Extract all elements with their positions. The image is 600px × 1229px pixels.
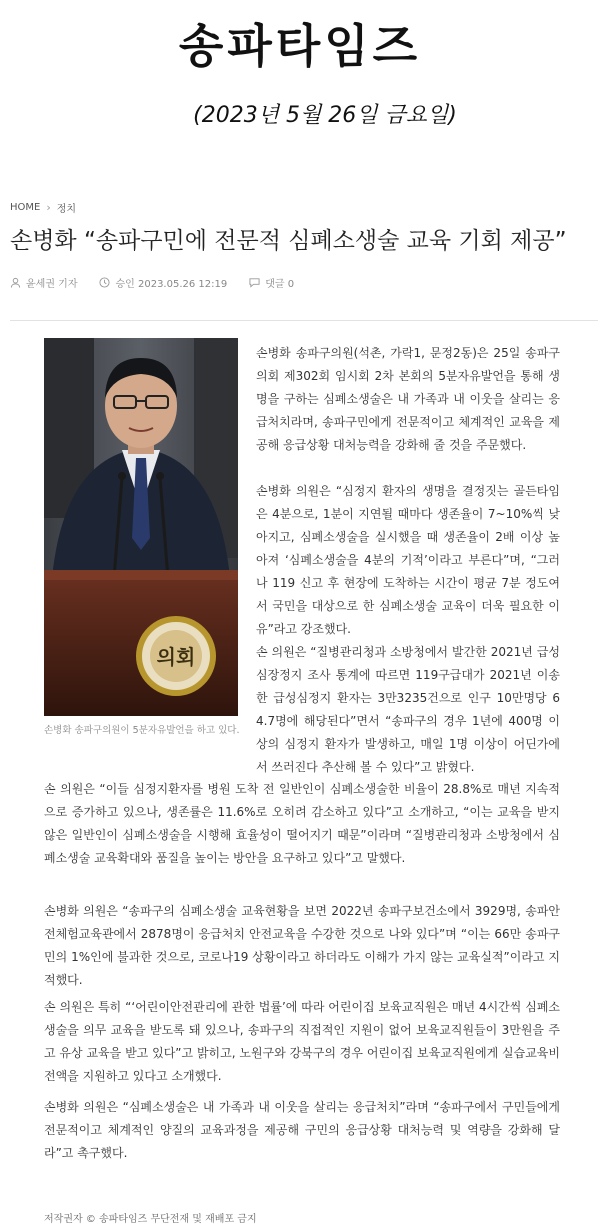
article-paragraph-1: 손병화 송파구의원(석촌, 가락1, 문정2동)은 25일 송파구의회 제302회 임시회 2차 본회의 5분자유발언을 통해 생명을 구하는 심폐소생술은 내 가족과 내 이웃을 살리는 응급처치라며, 송파구민에게 전문적이고 체계적인 교육을 제공해 응급상황 대처능력을 강화해 줄 것을 주문했다. [256, 346, 560, 452]
article-paragraph-7: 손병화 의원은 “심폐소생술은 내 가족과 내 이웃을 살리는 응급처치”라며 “송파구에서 구민들에게 전문적이고 체계적인 양질의 교육과정을 제공해 구민의 응급상황 대처능력 및 역량을 강화해 달라”고 촉구했다. [44, 1100, 560, 1160]
article-title: 손병화 “송파구민에 전문적 심폐소생술 교육 기회 제공” [10, 228, 567, 254]
photo-illustration [44, 338, 238, 716]
breadcrumb [10, 200, 76, 215]
photo-caption: 손병화 송파구의원이 5분자유발언을 하고 있다. [44, 725, 240, 736]
copyright-footer: 저작권자 © 송파타임즈 무단전재 및 재배포 금지 [44, 1214, 257, 1225]
comments-link[interactable] [249, 275, 294, 290]
divider [10, 320, 598, 321]
article-paragraph-3: 손 의원은 “질병관리청과 소방청에서 발간한 2021년 급성심장정지 조사 통계에 따르면 119구급대가 2021년 이송한 급성심정지 환자는 3만3235건으로 인구 10만명당 64.7명에 해당된다”면서 “송파구의 경우 1년에 400명 이상의 심정지 환자가 발생하고, 매일 1명 이상이 어딘가에서 쓰러진다 추산해 볼 수 있다”고 밝혔다. [256, 645, 560, 774]
article-meta [10, 275, 316, 290]
article-paragraph-2: 손병화 의원은 “심정지 환자의 생명을 결정짓는 골든타임은 4분으로, 1분이 지연될 때마다 생존율이 7~10%씩 낮아지고, 심폐소생술을 실시했을 때 생존율이 2배 이상 높아져 ‘심폐소생술을 4분의 기적’이라고 부른다”며, “그러나 119 신고 후 현장에 도착하는 시간이 평균 7분 정도여서 국민을 대상으로 한 심폐소생술 교육이 더욱 필요한 이유”라고 강조했다. [256, 484, 560, 636]
clock-icon [99, 277, 110, 288]
article-paragraph-5: 손병화 의원은 “송파구의 심폐소생술 교육현황을 보면 2022년 송파구보건소에서 3929명, 송파안전체험교육관에서 2878명이 응급처치 안전교육을 수강한 것으로 나와 있다”며 “이는 66만 송파구민의 1%인에 불과한 것으로, 코로나19 상황이라고 하더라도 이해가 가지 않는 교육실적”이라고 지적했다. [44, 904, 560, 987]
publication-date: (2023년 5월 26일 금요일) [193, 103, 457, 128]
author-name[interactable]: 윤세권 기자 [26, 279, 78, 290]
article-paragraph-6: 손 의원은 특히 “‘어린이안전관리에 관한 법률’에 따라 어린이집 보육교직원은 매년 4시간씩 심폐소생술을 의무 교육을 받도록 돼 있으나, 송파구의 직접적인 지원이 없어 보육교직원들이 3만원을 주고 유상 교육을 받고 있다”고 밝히고, 노원구와 강북구의 경우 어린이집 보육교직원에게 실습교육비 전액을 지원하고 있다고 소개했다. [44, 1000, 560, 1083]
article-paragraph-4: 손 의원은 “이들 심정지환자를 병원 도착 전 일반인이 심폐소생술한 비율이 28.8%로 매년 지속적으로 증가하고 있으나, 생존률은 11.6%로 오히려 감소하고 있다”고 소개하고, “이는 교육을 받지 않은 일반인이 심폐소생술을 시행해 효율성이 떨어지기 때문”이라며 “질병관리청과 소방청에서 심폐소생술 교육확대와 품질을 높이는 방안을 요구하고 있다”고 말했다. [44, 782, 560, 865]
approved-time [99, 275, 227, 290]
author [10, 275, 77, 290]
comment-icon [249, 277, 260, 288]
breadcrumb-section[interactable]: 정치 [56, 204, 77, 215]
masthead: 송파타임즈 [178, 19, 422, 73]
approved-label: 승인 2023.05.26 12:19 [115, 279, 228, 290]
seal-text: 의회 [156, 645, 196, 669]
chevron-right-icon: › [46, 201, 51, 214]
comments-count[interactable]: 댓글 0 [265, 279, 295, 290]
breadcrumb-home[interactable]: HOME [10, 202, 41, 213]
user-icon [10, 277, 21, 288]
article-photo[interactable] [44, 338, 238, 716]
